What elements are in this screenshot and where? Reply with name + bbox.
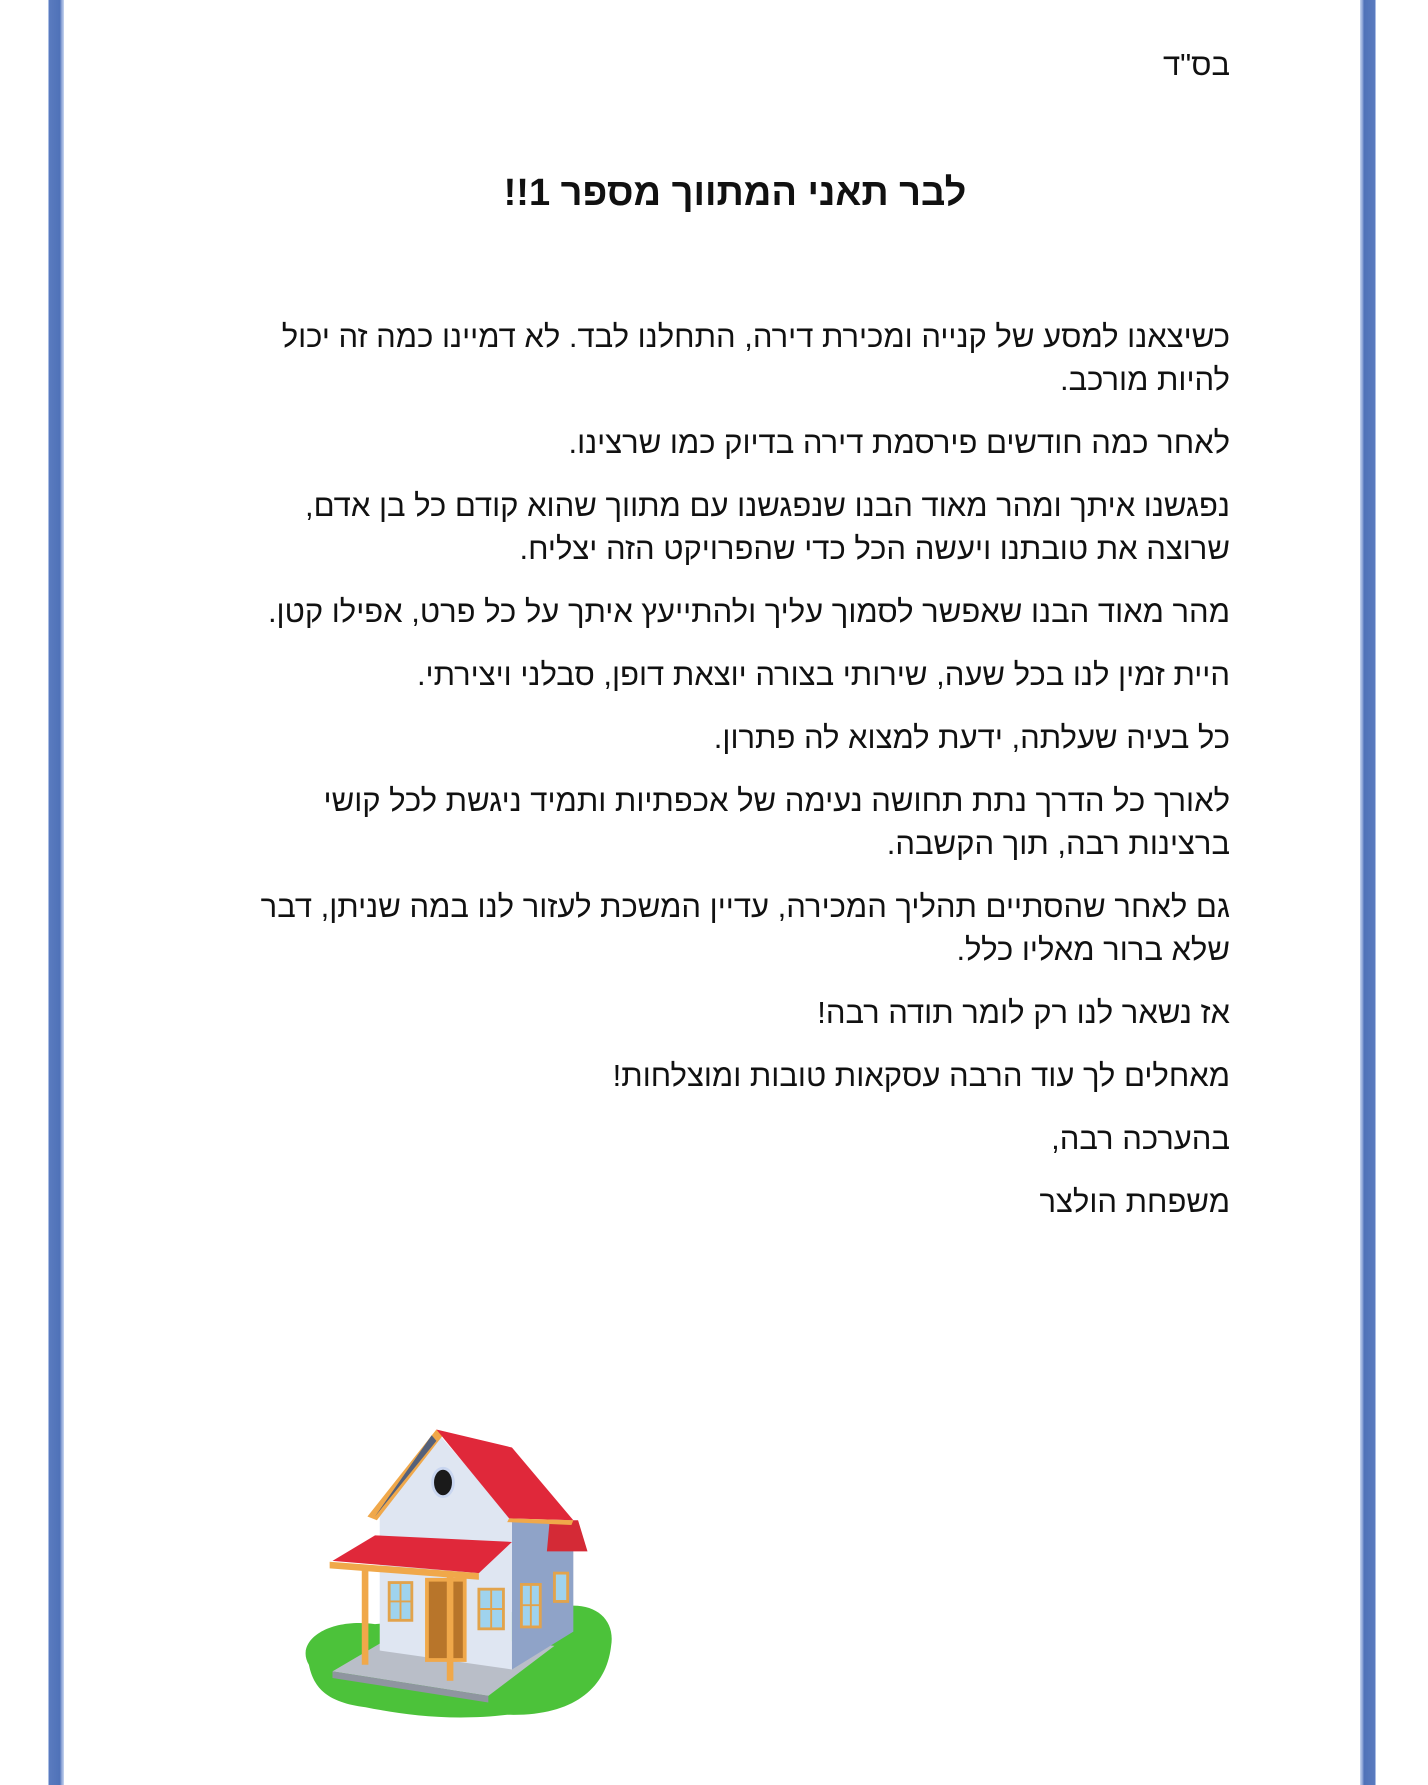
house-illustration: [290, 1410, 630, 1740]
paragraph: מהר מאוד הבנו שאפשר לסמוך עליך ולהתייעץ איתך על כל פרט, אפילו קטן.: [267, 594, 1230, 629]
signature: משפחת הולצר: [1039, 1184, 1230, 1219]
page-title: לבר תאני המתווך מספר 1!!: [503, 172, 967, 214]
paragraph: לאורך כל הדרך נתת תחושה נעימה של אכפתיות ותמיד ניגשת לכל קושי ברצינות רבה, תוך הקשבה.: [323, 783, 1230, 861]
letter-body: [240, 315, 1230, 1243]
header-mark: בס"ד: [1162, 47, 1230, 82]
closing: בהערכה רבה,: [1051, 1121, 1230, 1156]
paragraph: אז נשאר לנו רק לומר תודה רבה!: [817, 995, 1230, 1030]
paragraph: מאחלים לך עוד הרבה עסקאות טובות ומוצלחות!: [612, 1058, 1230, 1093]
paragraph: לאחר כמה חודשים פירסמת דירה בדיוק כמו שרצינו.: [568, 425, 1230, 460]
page-border-left: [48, 0, 64, 1785]
paragraph: גם לאחר שהסתיים תהליך המכירה, עדיין המשכת לעזור לנו במה שניתן, דבר שלא ברור מאליו כלל.: [260, 889, 1230, 967]
paragraph: כל בעיה שעלתה, ידעת למצוא לה פתרון.: [713, 720, 1230, 755]
paragraph: נפגשנו איתך ומהר מאוד הבנו שנפגשנו עם מתווך שהוא קודם כל בן אדם, שרוצה את טובתנו ויעשה הכל כדי שהפרויקט הזה יצליח.: [304, 488, 1230, 566]
page-border-right: [1360, 0, 1376, 1785]
paragraph: כשיצאנו למסע של קנייה ומכירת דירה, התחלנו לבד. לא דמיינו כמה זה יכול להיות מורכב.: [281, 319, 1230, 397]
paragraph: היית זמין לנו בכל שעה, שירותי בצורה יוצאת דופן, סבלני ויצירתי.: [416, 657, 1230, 692]
